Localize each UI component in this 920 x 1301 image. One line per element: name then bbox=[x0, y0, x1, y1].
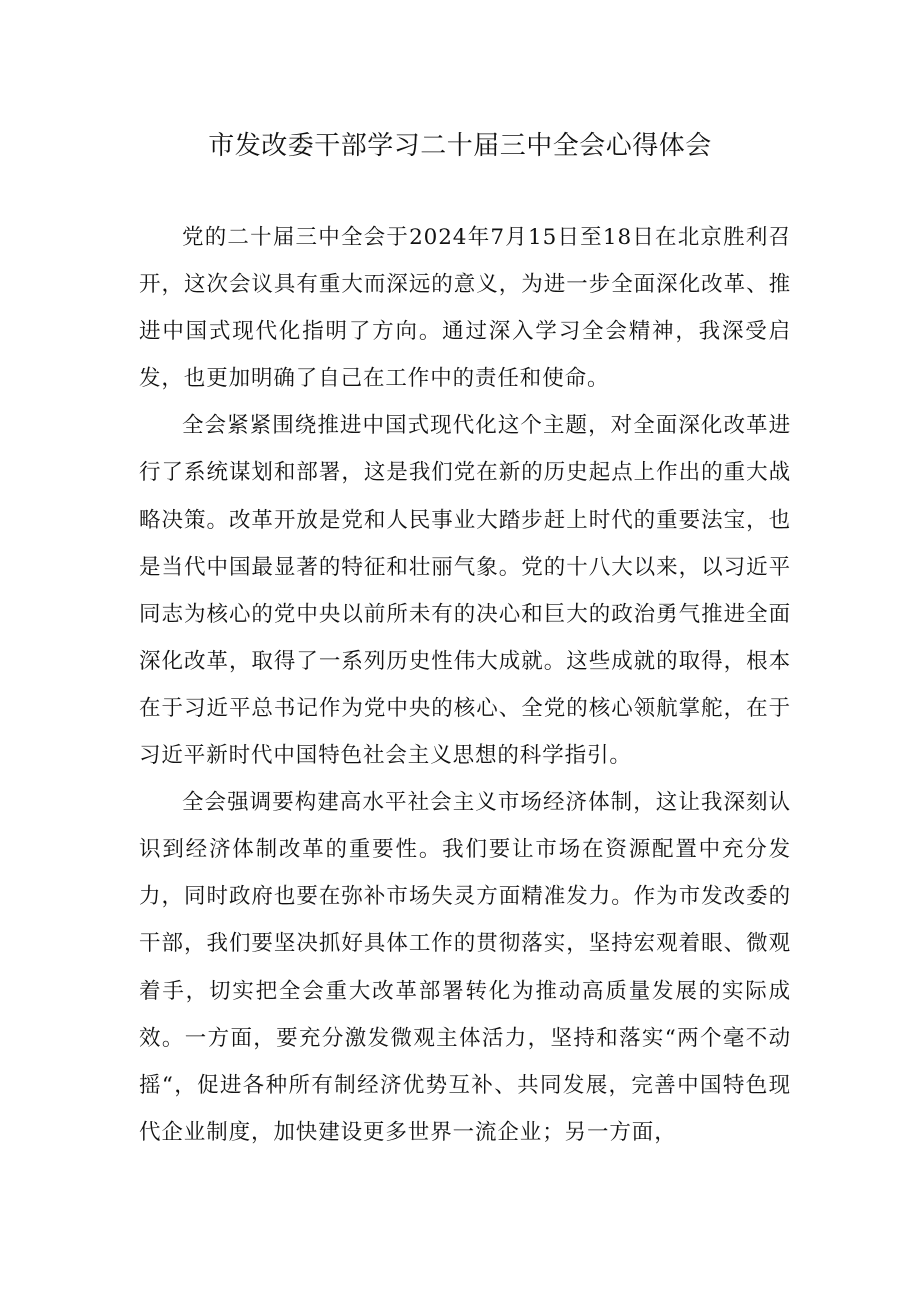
paragraph-1: 党的二十届三中全会于2024年7月15日至18日在北京胜利召开，这次会议具有重大而深远的意义，为进一步全面深化改革、推进中国式现代化指明了方向。通过深入学习全会精神，我深受启发，也更加明确了自己在工作中的责任和使命。 bbox=[139, 225, 791, 392]
paragraph-2: 全会紧紧围绕推进中国式现代化这个主题，对全面深化改革进行了系统谋划和部署，这是我们党在新的历史起点上作出的重大战略决策。改革开放是党和人民事业大踏步赶上时代的重要法宝，也是当代中国最显著的特征和壮丽气象。党的十八大以来，以习近平同志为核心的党中央以前所未有的决心和巨大的政治勇气推进全面深化改革，取得了一系列历史性伟大成就。这些成就的取得，根本在于习近平总书记作为党中央的核心、全党的核心领航掌舵，在于习近平新时代中国特色社会主义思想的科学指引。 bbox=[139, 413, 791, 769]
paragraph-3: 全会强调要构建高水平社会主义市场经济体制，这让我深刻认识到经济体制改革的重要性。我们要让市场在资源配置中充分发力，同时政府也要在弥补市场失灵方面精准发力。作为市发改委的干部，我们要坚决抓好具体工作的贯彻落实，坚持宏观着眼、微观着手，切实把全会重大改革部署转化为推动高质量发展的实际成效。一方面，要充分激发微观主体活力，坚持和落实“两个毫不动摇“，促进各种所有制经济优势互补、共同发展，完善中国特色现代企业制度，加快建设更多世界一流企业；另一方面， bbox=[139, 790, 791, 1145]
document-title: 市发改委干部学习二十届三中全会心得体会 bbox=[208, 131, 712, 161]
document-body bbox=[139, 214, 791, 1156]
